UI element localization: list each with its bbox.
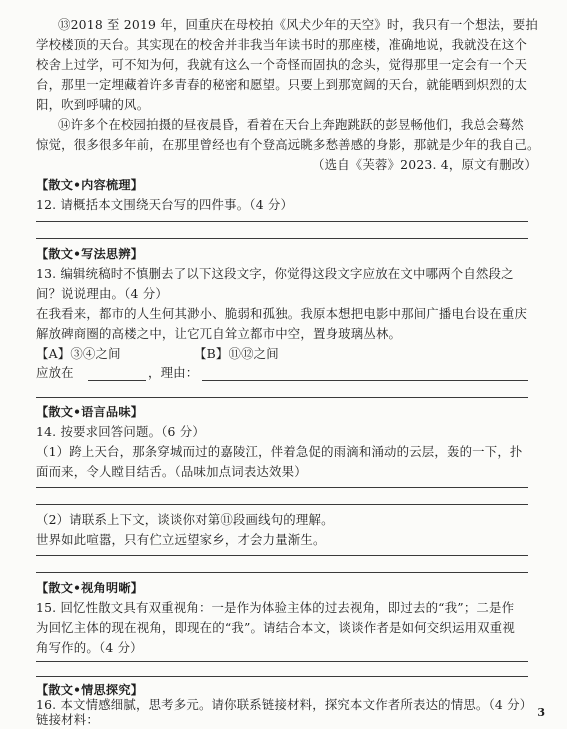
answer-line — [36, 555, 528, 556]
question-14: 14. 按要求回答问题。（6 分） — [36, 424, 205, 439]
passage-source: （选自《芙蓉》2023. 4，原文有删改） — [312, 157, 537, 172]
question-15-line3: 角写作的。（4 分） — [36, 640, 143, 655]
answer-line — [36, 238, 528, 239]
section-heading-writing: 【散文•写法思辨】 — [36, 247, 144, 261]
section-heading-content: 【散文•内容梳理】 — [36, 178, 144, 192]
section-heading-language: 【散文•语言品味】 — [36, 405, 144, 419]
question-16: 16. 本文情感细腻，思考多元。请你联系链接材料，探究本文作者所表达的情思。（4 分） — [36, 697, 533, 712]
answer-line — [36, 221, 528, 222]
section-heading-perspective: 【散文•视角明晰】 — [36, 581, 144, 595]
answer-line — [36, 661, 528, 662]
passage-p13-line4: 台，那里一定埋藏着许多青春的秘密和愿望。只要上到那宽阔的天台，就能晒到炽烈的太 — [36, 77, 528, 92]
question-13-quote-line2: 解放碑商圈的高楼之中，让它兀自耸立都市中空，置身玻璃丛林。 — [36, 326, 402, 341]
page-number: 3 — [537, 706, 545, 719]
question-15-line1: 15. 回忆性散文具有双重视角：一是作为体验主体的过去视角，即过去的“我”；二是作 — [36, 600, 515, 615]
answer-line — [36, 504, 528, 505]
passage-p13-line3: 校舍上过学，可不知为何，我就有这么一个奇怪而固执的念头，觉得那里一定会有一个天 — [36, 57, 528, 72]
passage-p13-line1: ⑬2018 至 2019 年，回重庆在母校拍《风犬少年的天空》时，我只有一个想法，要拍 — [58, 17, 538, 32]
question-12: 12. 请概括本文围绕天台写的四件事。（4 分） — [36, 197, 294, 212]
answer-line — [36, 676, 528, 677]
answer-line — [36, 572, 528, 573]
question-15-line2: 为回忆主体的现在视角，即现在的“我”。请结合本文，谈谈作者是如何交织运用双重视 — [36, 620, 515, 635]
section-heading-emotion: 【散文•情思探究】 — [36, 683, 144, 697]
passage-p14-line2: 惊觉，很多很多年前，在那里曾经也有个登高远眺多愁善感的身影，那就是少年的我自己。 — [36, 137, 540, 152]
question-14-part1-line1: （1）跨上天台，那条穿城而过的嘉陵江，伴着急促的雨滴和涌动的云层，轰的一下，扑 — [36, 444, 523, 459]
passage-p13-line5: 阳，吹到呼啸的风。 — [36, 97, 150, 112]
question-14-part2-quote: 世界如此喧嚣，只有伫立远望家乡，才会力量渐生。 — [36, 532, 326, 547]
passage-p13-line2: 学校楼顶的天台。其实现在的校舍并非我当年读书时的那座楼，准确地说，我就没在这个 — [36, 37, 528, 52]
question-14-part1-line2: 面而来，令人瞠目结舌。（品味加点词表达效果） — [36, 464, 307, 479]
passage-p14-line1: ⑭许多个在校园拍摄的昼夜晨昏，看着在天台上奔跑跳跃的彭昱畅他们，我总会蓦然 — [58, 117, 524, 132]
question-16-material-label: 链接材料： — [36, 712, 99, 727]
question-13-line2: 间？说说理由。（4 分） — [36, 286, 168, 301]
answer-blank — [88, 380, 146, 381]
question-13-option-a: 【A】③④之间 — [36, 346, 121, 361]
question-13-line1: 13. 编辑统稿时不慎删去了以下这段文字，你觉得这段文字应放在文中哪两个自然段之 — [36, 266, 514, 281]
answer-line — [36, 487, 528, 488]
answer-blank — [202, 380, 528, 381]
question-13-option-b: 【B】⑪⑫之间 — [194, 346, 279, 361]
question-13-quote-line1: 在我看来，都市的人生何其渺小、脆弱和孤独。我原本想把电影中那间广播电台设在重庆 — [36, 306, 528, 321]
question-13-reason-label: ，理由： — [148, 365, 199, 380]
answer-line — [36, 397, 528, 398]
question-14-part2: （2）请联系上下文，谈谈你对第⑪段画线句的理解。 — [36, 512, 334, 527]
question-13-answer-label: 应放在 — [36, 365, 74, 380]
